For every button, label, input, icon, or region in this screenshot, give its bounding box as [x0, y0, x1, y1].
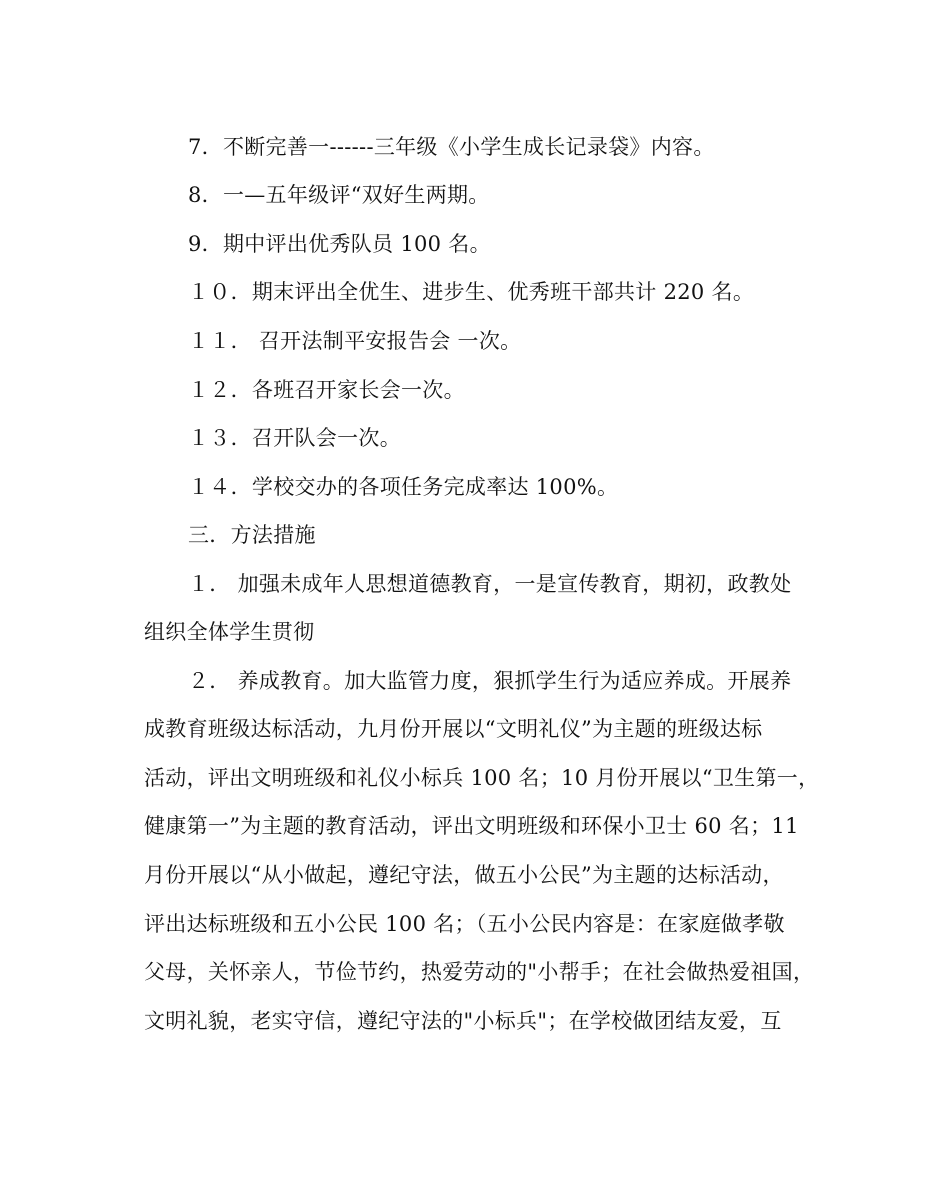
item-13-line: １３．召开队会一次。 [188, 426, 401, 450]
item-7-line: 7．不断完善一------三年级《小学生成长记录袋》内容。 [188, 135, 715, 159]
paragraph-1-line-1: １． 加强未成年人思想道德教育，一是宣传教育，期初，政教处 [188, 572, 792, 596]
section-heading: 三．方法措施 [188, 523, 316, 547]
paragraph-1-line-2: 组织全体学生贯彻 [144, 620, 315, 644]
paragraph-2-line-4: 健康第一”为主题的教育活动，评出文明班级和环保小卫士 60 名；11 [144, 814, 799, 838]
paragraph-2-line-1: ２． 养成教育。加大监管力度，狠抓学生行为适应养成。开展养 [188, 669, 792, 693]
paragraph-2-line-3: 活动，评出文明班级和礼仪小标兵 100 名；10 月份开展以“卫生第一， [144, 766, 820, 790]
paragraph-2-line-5: 月份开展以“从小做起，遵纪守法，做五小公民”为主题的达标活动， [144, 863, 784, 887]
item-11-line: １１． 召开法制平安报告会 一次。 [188, 329, 522, 353]
paragraph-2-line-7: 父母，关怀亲人，节俭节约，热爱劳动的"小帮手；在社会做热爱祖国， [144, 960, 815, 984]
item-9-line: 9．期中评出优秀队员 100 名。 [188, 232, 491, 256]
item-14-line: １４．学校交办的各项任务完成率达 100%。 [188, 475, 619, 499]
paragraph-2-line-2: 成教育班级达标活动，九月份开展以“文明礼仪”为主题的班级达标 [144, 717, 763, 741]
item-12-line: １２．各班召开家长会一次。 [188, 378, 465, 402]
item-10-line: １０．期末评出全优生、进步生、优秀班干部共计 220 名。 [188, 280, 755, 304]
paragraph-2-line-6: 评出达标班级和五小公民 100 名；（五小公民内容是：在家庭做孝敬 [144, 912, 785, 936]
item-8-line: 8．一—五年级评“双好生两期。 [188, 183, 490, 207]
paragraph-2-line-8: 文明礼貌，老实守信，遵纪守法的"小标兵"；在学校做团结友爱，互 [144, 1009, 782, 1033]
